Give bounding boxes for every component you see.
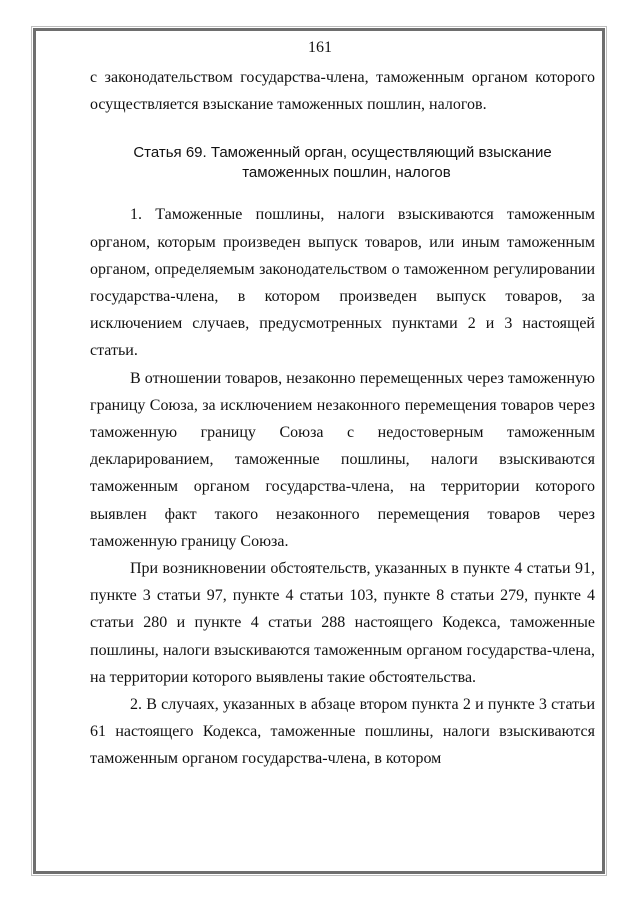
article-heading [90, 143, 595, 183]
article-heading-line-2: таможенных пошлин, налогов [242, 164, 451, 182]
page-number: 161 [308, 39, 332, 56]
paragraph-4: 2. В случаях, указанных в абзаце втором пункта 2 и пункте 3 статьи 61 настоящего Кодекса, таможенные пошлины, налоги взыскиваются таможенным органом государства-члена, в котором [90, 696, 595, 768]
paragraph-1: 1. Таможенные пошлины, налоги взыскиваются таможенным органом, которым произведен выпуск товаров, или иным таможенным органом, определяемым законодательством о таможенном регулировании государства-члена, в котором произведен выпуск товаров, за исключением случаев, предусмотренных пунктами 2 и 3 настоящей статьи. [90, 206, 595, 360]
paragraph-3: При возникновении обстоятельств, указанных в пункте 4 статьи 91, пункте 3 статьи 97, пункте 4 статьи 103, пункте 8 статьи 279, пункте 4 статьи 280 и пункте 4 статьи 288 настоящего Кодекса, таможенные пошлины, налоги взыскиваются таможенным органом государства-члена, на территории которого выявлены такие обстоятельства. [90, 560, 595, 686]
intro-paragraph: с законодательством государства-члена, таможенным органом которого осуществляется взыскание таможенных пошлин, налогов. [90, 69, 595, 114]
paragraph-2: В отношении товаров, незаконно перемещенных через таможенную границу Союза, за исключением незаконного перемещения товаров через таможенную границу Союза с недостоверным таможенным декларированием, таможенные пошлины, налоги взыскиваются таможенным органом государства-члена, на территории которого выявлен факт такого незаконного перемещения товаров через таможенную границу Союза. [90, 369, 595, 550]
article-heading-line-1: Статья 69. Таможенный орган, осуществляющий взыскание [133, 144, 552, 162]
document-body [90, 64, 595, 773]
